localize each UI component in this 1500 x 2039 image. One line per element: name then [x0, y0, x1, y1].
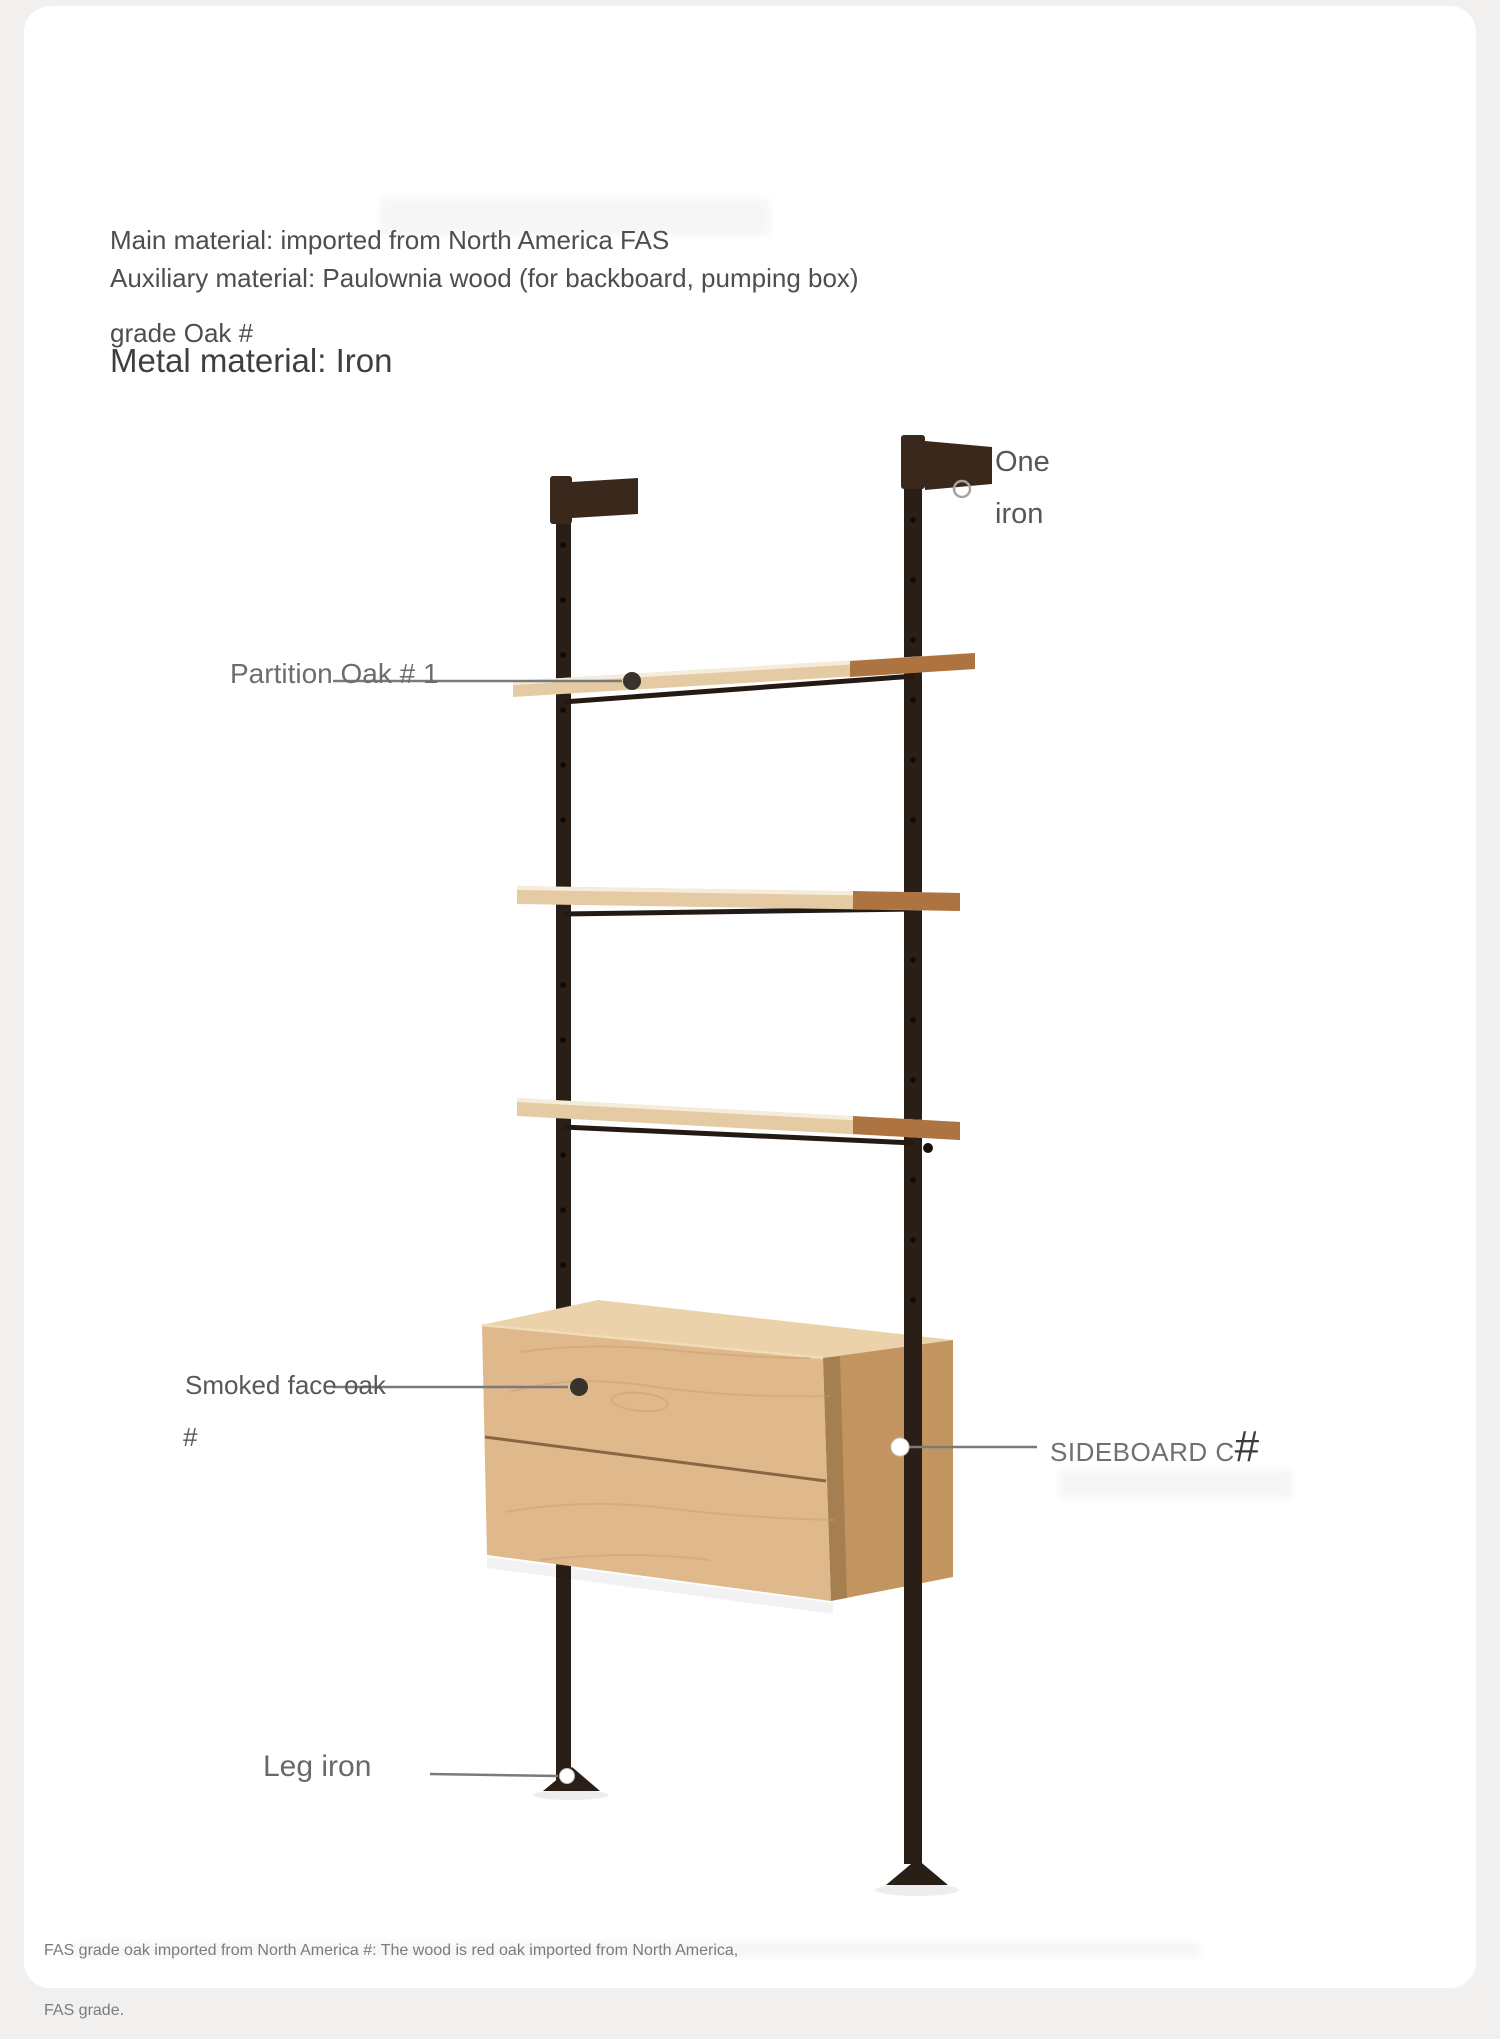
shelf-2-walnut-end	[853, 891, 960, 911]
callout-smoked-face-line1: Smoked face oak	[185, 1370, 386, 1400]
shelf-support-bars	[563, 676, 915, 1143]
callout-one-iron	[995, 436, 1085, 540]
right-foot-shadow	[875, 1884, 959, 1896]
partition-dot	[623, 672, 641, 690]
callout-one-iron-line1: One	[995, 446, 1050, 478]
left-wall-arm	[572, 478, 638, 518]
leg-iron-dot	[560, 1769, 575, 1784]
callout-partition: Partition Oak # 1	[230, 658, 439, 689]
callout-one-iron-line2: iron	[995, 498, 1044, 530]
footnote-line2: FAS grade.	[44, 2002, 125, 2019]
callout-leg-iron: Leg iron	[263, 1750, 372, 1783]
cabinet-front-face	[482, 1325, 831, 1601]
callout-leaders	[333, 672, 1037, 1784]
callout-smoked-face-line2: #	[183, 1422, 198, 1452]
smoked-face-dot	[570, 1378, 588, 1396]
sideboard-dot	[891, 1438, 909, 1456]
footnote	[44, 1901, 738, 2039]
spec-main-material-line2: grade Oak #	[110, 318, 254, 348]
shelf-2	[517, 886, 960, 911]
spec-main-material-line1: Main material: imported from North America FAS	[110, 225, 670, 255]
callout-sideboard-suffix: #	[1234, 1422, 1260, 1471]
spec-metal-material: Metal material: Iron	[110, 342, 393, 379]
sideboard-cabinet	[482, 1300, 953, 1614]
footnote-line1: FAS grade oak imported from North America #: The wood is red oak imported from North America,	[44, 1942, 739, 1959]
left-wall-plate	[550, 476, 572, 524]
callout-sideboard-label: SIDEBOARD C	[1050, 1437, 1235, 1467]
right-foot	[886, 1859, 948, 1885]
faded-watermark	[1058, 1470, 1293, 1498]
left-foot-shadow	[533, 1790, 609, 1800]
right-wall-plate	[901, 435, 925, 489]
spec-auxiliary-material: Auxiliary material: Paulownia wood (for backboard, pumping box)	[110, 263, 859, 293]
leg-iron-leader-line	[430, 1774, 558, 1776]
callout-sideboard	[1050, 1422, 1260, 1471]
pole-knob	[923, 1143, 933, 1153]
shelf-3-walnut-end	[853, 1116, 960, 1140]
